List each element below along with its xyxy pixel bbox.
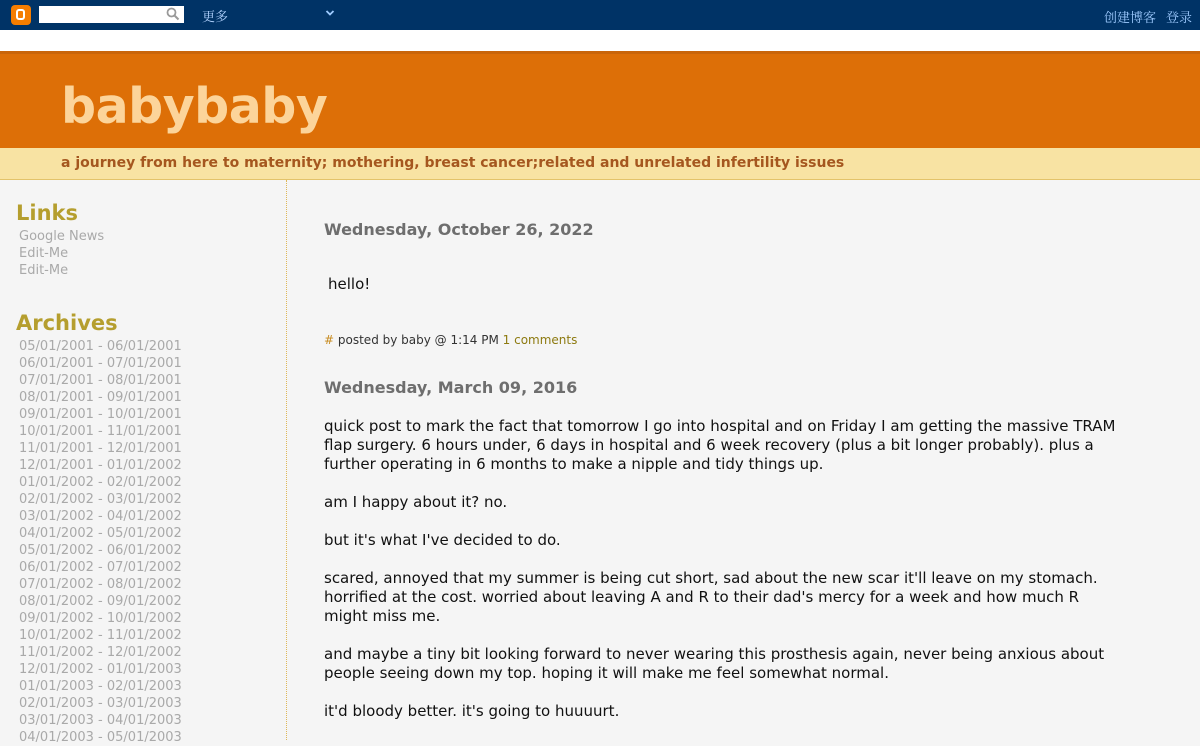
archive-link[interactable]: 03/01/2003 - 04/01/2003 — [19, 713, 182, 728]
archive-link[interactable]: 08/01/2001 - 09/01/2001 — [19, 390, 182, 405]
list-item — [19, 421, 182, 438]
post-comments-link[interactable]: 1 comments — [502, 333, 578, 347]
archive-link[interactable]: 06/01/2001 - 07/01/2001 — [19, 356, 182, 371]
list-item — [19, 642, 182, 659]
list-item — [19, 676, 182, 693]
archive-link[interactable]: 10/01/2001 - 11/01/2001 — [19, 424, 182, 439]
sidebar-link-google-news[interactable]: Google News — [19, 229, 105, 244]
blog-description: a journey from here to maternity; mothering, breast cancer;related and unrelated infertility issues — [61, 155, 845, 171]
archive-link[interactable]: 11/01/2001 - 12/01/2001 — [19, 441, 182, 456]
links-list — [19, 226, 104, 277]
post-paragraph: and maybe a tiny bit looking forward to never wearing this prosthesis again, never being anxious about people seeing down my top. hoping it will make me feel somewhat normal. — [324, 645, 1105, 682]
archive-link[interactable]: 11/01/2002 - 12/01/2002 — [19, 645, 182, 660]
sidebar-link-edit-me[interactable]: Edit-Me — [19, 263, 69, 278]
post-date-header: Wednesday, March 09, 2016 — [324, 378, 578, 397]
list-item — [19, 353, 182, 370]
links-heading: Links — [16, 201, 78, 225]
archive-link[interactable]: 08/01/2002 - 09/01/2002 — [19, 594, 182, 609]
list-item — [19, 226, 104, 243]
list-item — [19, 659, 182, 676]
archive-link[interactable]: 01/01/2003 - 02/01/2003 — [19, 679, 182, 694]
list-item — [19, 438, 182, 455]
archive-link[interactable]: 12/01/2001 - 01/01/2002 — [19, 458, 182, 473]
archive-link[interactable]: 07/01/2002 - 08/01/2002 — [19, 577, 182, 592]
post-footer — [324, 333, 577, 347]
post-paragraph: but it's what I've decided to do. — [324, 531, 561, 549]
archive-link[interactable]: 12/01/2002 - 01/01/2003 — [19, 662, 182, 677]
list-item — [19, 727, 182, 744]
blog-title[interactable]: babybaby — [61, 78, 328, 135]
post-body — [328, 275, 1128, 313]
list-item — [19, 489, 182, 506]
archive-link[interactable]: 05/01/2002 - 06/01/2002 — [19, 543, 182, 558]
list-item — [19, 574, 182, 591]
archives-list — [19, 336, 182, 744]
list-item — [19, 404, 182, 421]
archive-link[interactable]: 07/01/2001 - 08/01/2001 — [19, 373, 182, 388]
chevron-down-icon[interactable] — [325, 8, 335, 18]
blog-header — [0, 51, 1200, 148]
list-item — [19, 243, 104, 260]
list-item — [19, 710, 182, 727]
post-byline: posted by baby @ 1:14 PM — [337, 333, 499, 347]
archive-link[interactable]: 04/01/2002 - 05/01/2002 — [19, 526, 182, 541]
list-item — [19, 336, 182, 353]
sidebar — [0, 180, 287, 745]
sidebar-link-edit-me[interactable]: Edit-Me — [19, 246, 69, 261]
blogger-navbar — [0, 0, 1200, 30]
post-permalink[interactable]: # — [324, 333, 335, 347]
create-blog-link[interactable]: 创建博客 — [1104, 11, 1157, 26]
post-paragraph: scared, annoyed that my summer is being cut short, sad about the new scar it'll leave on my stomach. horrified at the cost. worried about leaving A and R to their dad's mercy for a week and how much R might miss me. — [324, 569, 1098, 625]
list-item — [19, 557, 182, 574]
more-menu-label[interactable]: 更多 — [202, 10, 229, 25]
list-item — [19, 455, 182, 472]
list-item — [19, 523, 182, 540]
post-paragraph: am I happy about it? no. — [324, 493, 508, 511]
archive-link[interactable]: 01/01/2002 - 02/01/2002 — [19, 475, 182, 490]
navbar-spacer — [0, 30, 1200, 51]
list-item — [19, 608, 182, 625]
archive-link[interactable]: 04/01/2003 - 05/01/2003 — [19, 730, 182, 745]
navbar-search-input[interactable] — [39, 6, 184, 23]
post-paragraph: hello! — [328, 275, 371, 293]
search-icon[interactable] — [166, 7, 180, 21]
list-item — [19, 693, 182, 710]
post-paragraph: it'd bloody better. it's going to huuuurt. — [324, 702, 620, 720]
list-item — [19, 260, 104, 277]
archive-link[interactable]: 10/01/2002 - 11/01/2002 — [19, 628, 182, 643]
list-item — [19, 472, 182, 489]
list-item — [19, 370, 182, 387]
list-item — [19, 387, 182, 404]
archive-link[interactable]: 09/01/2002 - 10/01/2002 — [19, 611, 182, 626]
list-item — [19, 540, 182, 557]
list-item — [19, 625, 182, 642]
list-item — [19, 591, 182, 608]
archives-heading: Archives — [16, 311, 118, 335]
archive-link[interactable]: 06/01/2002 - 07/01/2002 — [19, 560, 182, 575]
archive-link[interactable]: 02/01/2003 - 03/01/2003 — [19, 696, 182, 711]
post-paragraph: quick post to mark the fact that tomorrow I go into hospital and on Friday I am getting the massive TRAM flap surgery. 6 hours under, 6 days in hospital and 6 week recovery (plus a bit longer probably). plus a further operating in 6 months to make a nipple and tidy things up. — [324, 417, 1116, 473]
archive-link[interactable]: 02/01/2002 - 03/01/2002 — [19, 492, 182, 507]
archive-link[interactable]: 05/01/2001 - 06/01/2001 — [19, 339, 182, 354]
post-body — [324, 417, 1124, 740]
archive-link[interactable]: 03/01/2002 - 04/01/2002 — [19, 509, 182, 524]
post-date-header: Wednesday, October 26, 2022 — [324, 220, 594, 239]
login-link[interactable]: 登录 — [1166, 11, 1193, 26]
archive-link[interactable]: 09/01/2001 - 10/01/2001 — [19, 407, 182, 422]
blogger-logo-icon[interactable] — [11, 5, 31, 25]
list-item — [19, 506, 182, 523]
blog-description-bar — [0, 148, 1200, 180]
